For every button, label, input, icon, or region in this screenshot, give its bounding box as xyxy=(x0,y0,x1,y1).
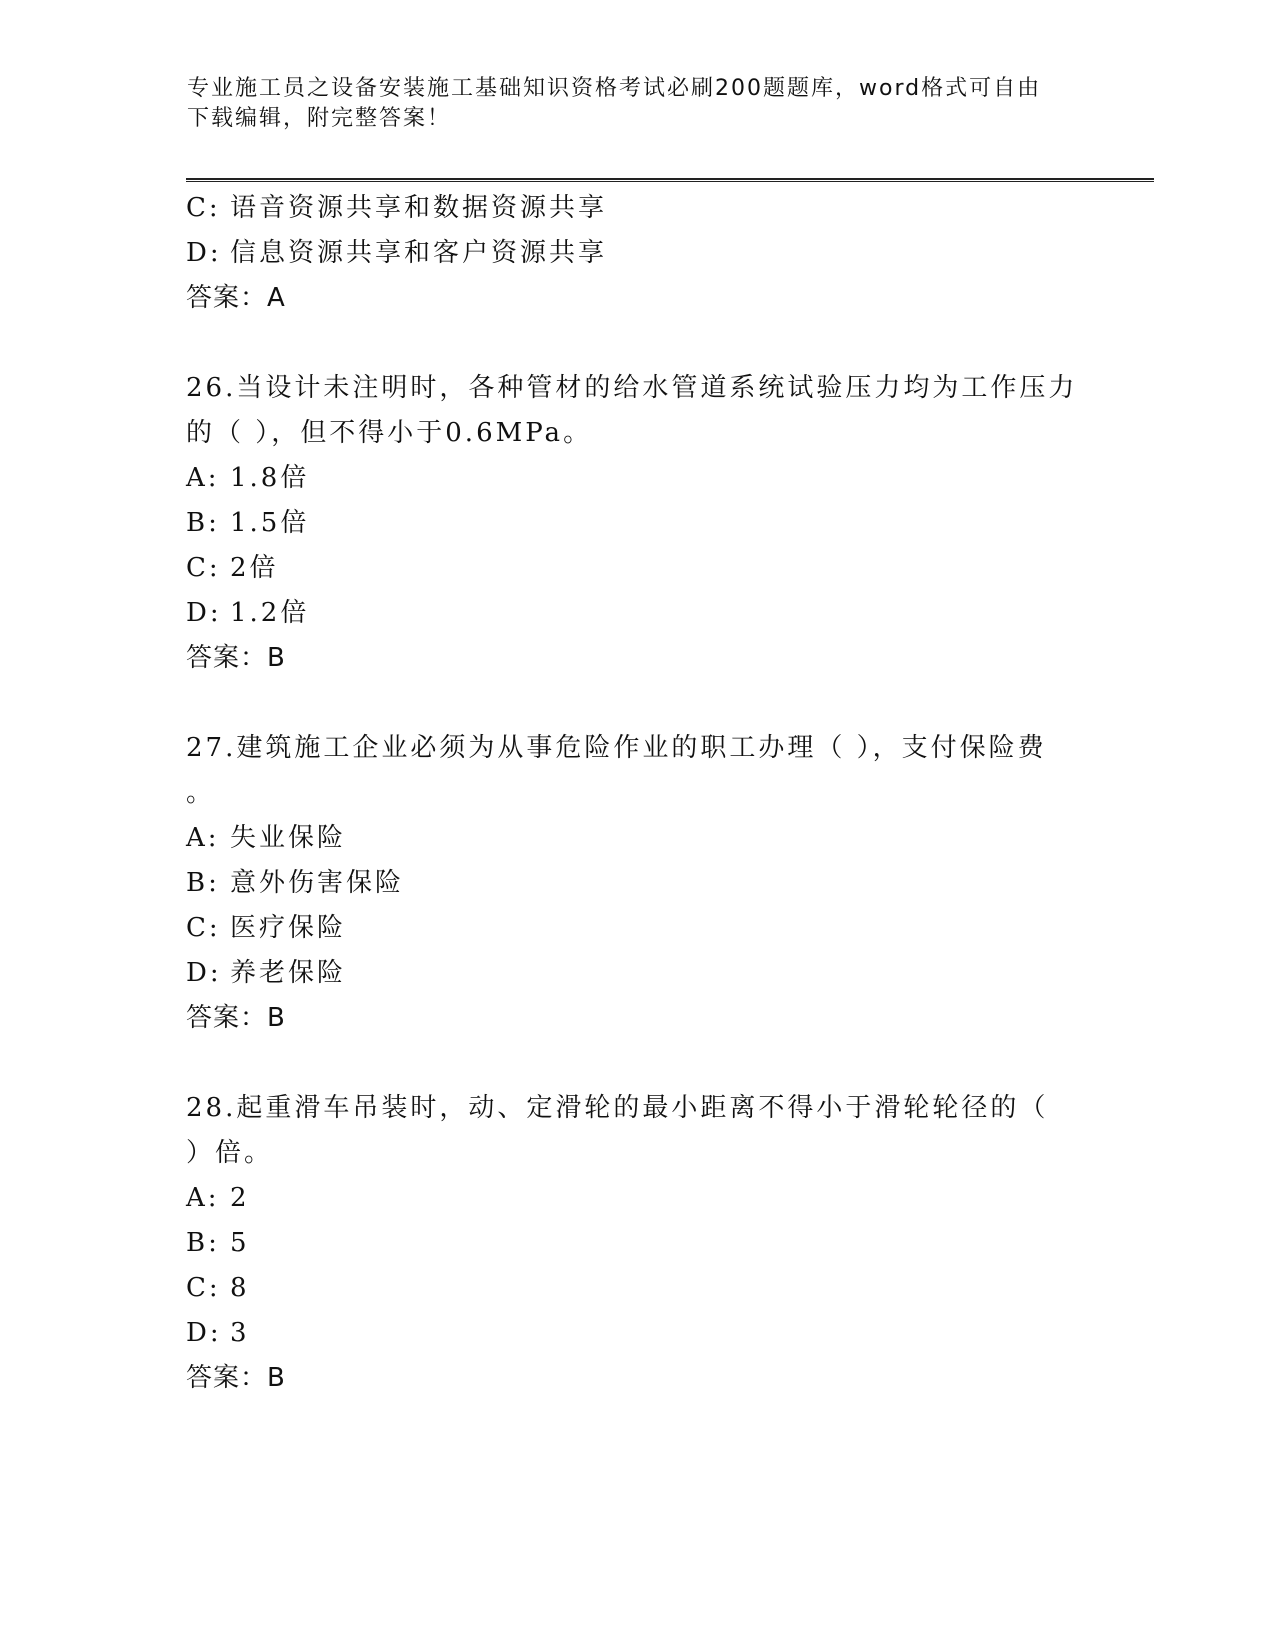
option-d xyxy=(186,957,346,989)
answer-line: 答案：A xyxy=(186,283,286,313)
option-d xyxy=(186,1317,250,1349)
question-26-stem-line-2: 的（ ），但不得小于0.6MPa。 xyxy=(186,418,593,448)
option-text: 5 xyxy=(230,1228,250,1258)
option-text: 3 xyxy=(230,1318,250,1348)
header-title-line-1: 专业施工员之设备安装施工基础知识资格考试必刷200题题库，word格式可自由 xyxy=(187,76,1042,101)
option-letter: C: xyxy=(186,1273,221,1303)
option-a xyxy=(186,1182,250,1214)
question-27-stem-line-1: 27.建筑施工企业必须为从事危险作业的职工办理（ ），支付保险费 xyxy=(186,733,1047,763)
option-letter: C: xyxy=(186,193,221,223)
option-letter: A: xyxy=(186,823,220,853)
option-text: 失业保险 xyxy=(230,823,347,853)
option-d xyxy=(186,597,309,629)
option-letter: B: xyxy=(186,508,220,538)
option-text: 2 xyxy=(230,1183,250,1213)
option-letter: B: xyxy=(186,868,220,898)
header-title-line-2: 下载编辑，附完整答案！ xyxy=(187,106,452,131)
answer-line: 答案：B xyxy=(186,1363,286,1393)
question-28-stem-line-2: ）倍。 xyxy=(186,1138,274,1168)
answer-line: 答案：B xyxy=(186,1003,286,1033)
option-b xyxy=(186,1227,250,1259)
option-text: 1.8倍 xyxy=(230,463,310,493)
option-letter: C: xyxy=(186,913,221,943)
option-c xyxy=(186,1272,250,1304)
option-text: 8 xyxy=(230,1273,250,1303)
option-text: 信息资源共享和客户资源共享 xyxy=(230,238,608,268)
option-text: 语音资源共享和数据资源共享 xyxy=(230,193,608,223)
answer-line: 答案：B xyxy=(186,643,286,673)
option-b xyxy=(186,867,404,899)
option-letter: A: xyxy=(186,463,220,493)
option-text: 意外伤害保险 xyxy=(230,868,405,898)
header-divider xyxy=(186,178,1154,182)
question-27-stem-line-2: 。 xyxy=(186,778,216,808)
option-letter: D: xyxy=(186,1318,222,1348)
option-text: 1.2倍 xyxy=(230,598,310,628)
option-text: 养老保险 xyxy=(230,958,347,988)
option-c xyxy=(186,192,607,224)
option-text: 2倍 xyxy=(230,553,279,583)
option-letter: B: xyxy=(186,1228,220,1258)
option-letter: D: xyxy=(186,598,222,628)
option-a xyxy=(186,462,309,494)
option-d xyxy=(186,237,607,269)
option-text: 1.5倍 xyxy=(230,508,310,538)
option-b xyxy=(186,507,309,539)
option-c xyxy=(186,552,279,584)
option-letter: C: xyxy=(186,553,221,583)
option-c xyxy=(186,912,346,944)
option-letter: D: xyxy=(186,958,222,988)
document-header xyxy=(187,74,1067,134)
option-letter: A: xyxy=(186,1183,220,1213)
question-28-stem-line-1: 28.起重滑车吊装时，动、定滑轮的最小距离不得小于滑轮轮径的（ xyxy=(186,1093,1049,1123)
question-26-stem-line-1: 26.当设计未注明时，各种管材的给水管道系统试验压力均为工作压力 xyxy=(186,373,1078,403)
option-letter: D: xyxy=(186,238,222,268)
option-a xyxy=(186,822,346,854)
option-text: 医疗保险 xyxy=(230,913,347,943)
